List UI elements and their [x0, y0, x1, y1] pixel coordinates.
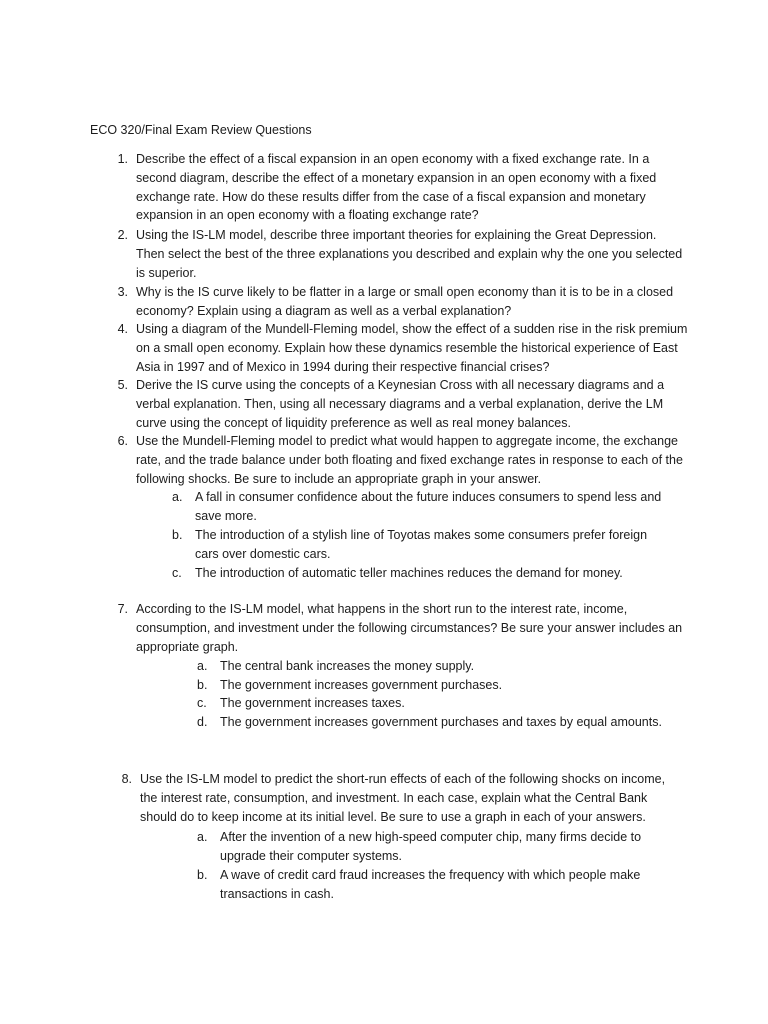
question-text: Using the IS-LM model, describe three important theories for explaining the Great Depression. Then select the best of the three explanations you described and explain why the one you selected is superior. — [136, 228, 683, 280]
subquestion-text: The introduction of automatic teller machines reduces the demand for money. — [195, 566, 623, 580]
subquestion-letter: b. — [197, 678, 208, 692]
question-item — [112, 770, 684, 826]
question-text: Derive the IS curve using the concepts of a Keynesian Cross with all necessary diagrams and a verbal explanation. Then, using all necessary diagrams and a verbal explanation, derive the LM curve using the concept of liquidity preference as well as real money balances. — [136, 378, 665, 430]
subquestion-text: The government increases taxes. — [220, 696, 405, 710]
subquestion-text: The central bank increases the money supply. — [220, 659, 475, 673]
question-number: 8. — [121, 772, 132, 786]
subquestion-item — [197, 713, 677, 732]
question-item — [108, 432, 688, 488]
subquestion-letter: a. — [197, 659, 208, 673]
subquestion-letter: d. — [197, 715, 208, 729]
subquestion-letter: c. — [172, 566, 182, 580]
subquestion-letter: a. — [172, 490, 183, 504]
question-number: 7. — [117, 602, 128, 616]
subquestion-letter: b. — [197, 868, 208, 882]
question-text: Use the IS-LM model to predict the short-run effects of each of the following shocks on income, the interest rate, consumption, and investment. In each case, explain what the Central Bank should do to keep income at its initial level. Be sure to use a graph in each of your answers. — [140, 772, 666, 824]
subquestion-letter: a. — [197, 830, 208, 844]
question-number: 5. — [117, 378, 128, 392]
subquestion-item — [172, 564, 672, 583]
subquestion-text: The government increases government purchases. — [220, 678, 503, 692]
question-item — [108, 600, 688, 656]
subquestion-item — [197, 866, 667, 904]
subquestion-text: A wave of credit card fraud increases the frequency with which people make transactions in cash. — [220, 868, 641, 901]
subquestion-item — [172, 488, 672, 526]
question-text: Using a diagram of the Mundell-Fleming model, show the effect of a sudden rise in the risk premium on a small open economy. Explain how these dynamics resemble the historical experience of East Asia in 1997 and of Mexico in 1994 during their respective financial crises? — [136, 322, 688, 374]
question-number: 2. — [117, 228, 128, 242]
subquestion-item — [172, 526, 672, 564]
question-text: Describe the effect of a fiscal expansion in an open economy with a fixed exchange rate. In a second diagram, describe the effect of a monetary expansion in an open economy with a fixed exchange rate. How do these results differ from the case of a fiscal expansion and monetary expansion in an open economy with a floating exchange rate? — [136, 152, 657, 223]
question-item — [108, 226, 688, 282]
question-text: Use the Mundell-Fleming model to predict what would happen to aggregate income, the exchange rate, and the trade balance under both floating and fixed exchange rates in response to each of the following shocks. Be sure to include an appropriate graph in your answer. — [136, 434, 683, 486]
document-title: ECO 320/Final Exam Review Questions — [90, 123, 312, 137]
question-text: According to the IS-LM model, what happens in the short run to the interest rate, income, consumption, and investment under the following circumstances? Be sure your answer includes an appropriate graph. — [136, 602, 683, 654]
subquestion-item — [197, 676, 677, 695]
question-number: 1. — [117, 152, 128, 166]
subquestion-letter: c. — [197, 696, 207, 710]
question-item — [108, 320, 688, 376]
question-item — [108, 150, 688, 225]
question-number: 3. — [117, 285, 128, 299]
subquestion-letter: b. — [172, 528, 183, 542]
question-number: 6. — [117, 434, 128, 448]
question-number: 4. — [117, 322, 128, 336]
subquestion-text: The government increases government purchases and taxes by equal amounts. — [220, 715, 662, 729]
subquestion-text: The introduction of a stylish line of Toyotas makes some consumers prefer foreign cars over domestic cars. — [195, 528, 648, 561]
question-text: Why is the IS curve likely to be flatter in a large or small open economy than it is to be in a closed economy? Explain using a diagram as well as a verbal explanation? — [136, 285, 674, 318]
question-item — [108, 283, 688, 321]
subquestion-item — [197, 657, 677, 676]
question-item — [108, 376, 688, 432]
subquestion-item — [197, 694, 677, 713]
subquestion-item — [197, 828, 667, 866]
subquestion-text: After the invention of a new high-speed computer chip, many firms decide to upgrade their computer systems. — [220, 830, 642, 863]
subquestion-text: A fall in consumer confidence about the future induces consumers to spend less and save more. — [195, 490, 662, 523]
